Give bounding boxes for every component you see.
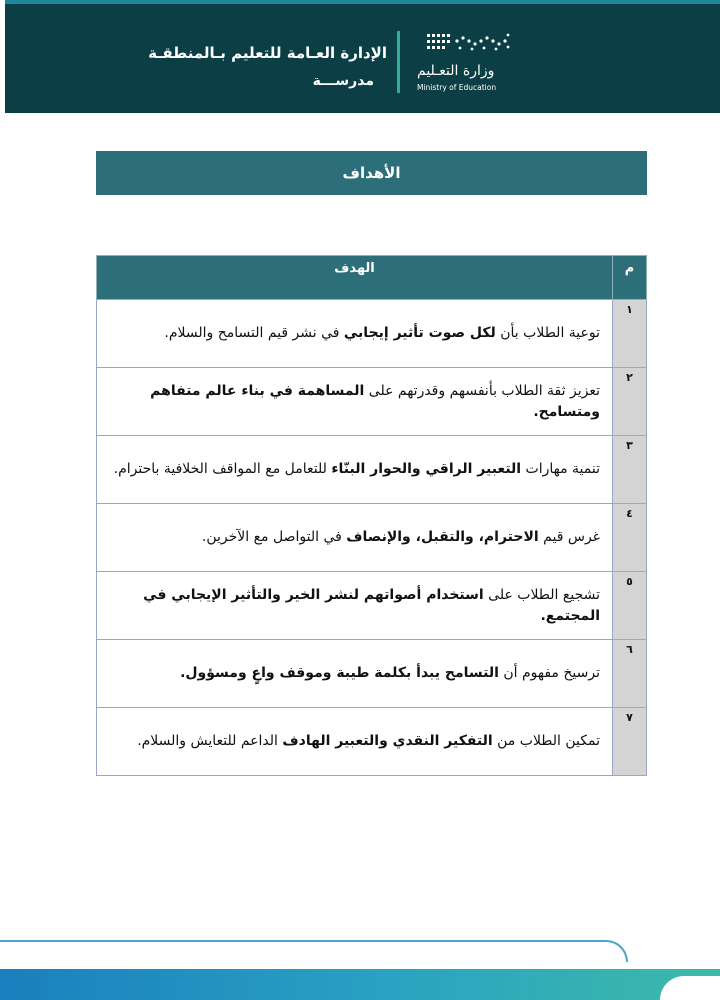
column-header-goal: الهدف (97, 256, 613, 300)
goal-text-bold: المساهمة في بناء عالم متفاهم ومتسامح. (150, 382, 600, 420)
header-divider (397, 31, 400, 93)
goal-number: ٦ (613, 640, 647, 708)
logo-english-text: Ministry of Education (417, 83, 497, 92)
goal-text-part: تنمية مهارات (521, 461, 600, 477)
footer-corner (660, 976, 720, 1000)
goal-text-bold: استخدام أصواتهم لنشر الخير والتأثير الإيجابي في المجتمع. (143, 586, 600, 624)
goals-table (96, 255, 647, 776)
goal-number: ٣ (613, 436, 647, 504)
goal-text-bold: التفكير النقدي والتعبير الهادف (282, 733, 493, 749)
goal-text-part: توعية الطلاب بأن (495, 325, 600, 341)
table-row (97, 504, 647, 572)
org-name: الإدارة العـامة للتعليم بـالمنطقـة (148, 44, 387, 62)
table-row (97, 300, 647, 368)
table-row (97, 708, 647, 776)
page-header (5, 0, 720, 113)
school-name: مدرســـة (312, 73, 374, 89)
ministry-logo (415, 31, 515, 97)
footer-curve-line (0, 940, 628, 962)
table-row (97, 436, 647, 504)
goal-text-part: تعزيز ثقة الطلاب بأنفسهم وقدرتهم على (364, 382, 600, 399)
column-header-number: م (613, 256, 647, 300)
goal-text-part: ترسيخ مفهوم أن (498, 665, 600, 681)
goal-text-part: للتعامل مع المواقف الخلافية باحترام. (113, 461, 332, 477)
table-row (97, 368, 647, 436)
goal-text-part: في التواصل مع الآخرين. (201, 529, 347, 545)
table-row (97, 572, 647, 640)
goal-text (97, 708, 613, 776)
goal-text-part: في نشر قيم التسامح والسلام. (164, 325, 344, 341)
goal-text-bold: التسامح يبدأ بكلمة طيبة وموقف واعٍ ومسؤول. (180, 665, 499, 681)
table-row (97, 640, 647, 708)
goal-text-part: تمكين الطلاب من (492, 733, 600, 749)
goal-number: ١ (613, 300, 647, 368)
goal-text (97, 368, 613, 436)
goal-text (97, 436, 613, 504)
goal-text (97, 300, 613, 368)
logo-dots-icon (425, 31, 515, 59)
table-header-row (97, 256, 647, 300)
section-title: الأهداف (96, 151, 647, 195)
footer-band (0, 969, 720, 1000)
goal-number: ٤ (613, 504, 647, 572)
goal-text-bold: الاحترام، والتقبل، والإنصاف (346, 529, 539, 545)
goal-number: ٧ (613, 708, 647, 776)
logo-arabic-text: وزارة التعـليم (417, 63, 495, 79)
goal-number: ٢ (613, 368, 647, 436)
goal-text-part: غرس قيم (538, 529, 600, 545)
goal-text-bold: التعبير الراقي والحوار البنّاء (331, 461, 522, 477)
goal-text-part: تشجيع الطلاب على (483, 586, 600, 603)
goal-text-bold: لكل صوت تأثير إيجابي (343, 325, 496, 341)
goals-table-body (97, 300, 647, 776)
goal-text (97, 504, 613, 572)
goal-text (97, 640, 613, 708)
goal-text (97, 572, 613, 640)
goal-number: ٥ (613, 572, 647, 640)
goal-text-part: الداعم للتعايش والسلام. (137, 733, 283, 749)
